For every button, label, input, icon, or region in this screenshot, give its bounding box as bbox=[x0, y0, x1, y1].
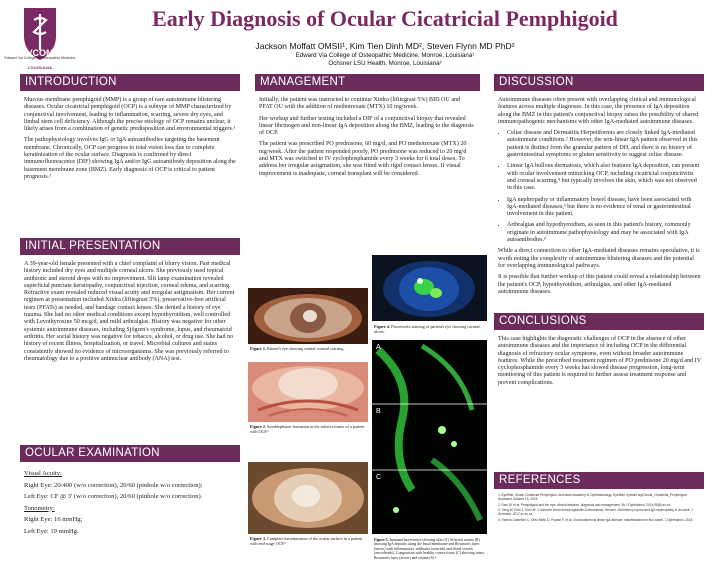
logo-subtitle: Edward Via College of Osteopathic Medicine bbox=[4, 56, 76, 60]
conclusions-p1: This case highlights the diagnostic challenges of OCP in the absence of other autoimmune diseases and the importance of including OCP in the differential diagnosis of refractory ocular symptoms, even without broader autoimmune features. While the prescribed treatment regimen of PO prednisone 20 mg/d and IV cyclophosphamide every 3 weeks has slowed disease progression, long-term monitoring of this patient is required to further assess treatment response and prevent complications. bbox=[498, 336, 702, 386]
management-p1: Initially, the patient was instructed to continue Xiidra (lifitegrast 5%) BID OU and PFAT OU with the addition of methotrexate (MTX) 10 mg/week. bbox=[259, 97, 461, 111]
ocular-exam-heading: OCULAR EXAMINATION bbox=[20, 445, 240, 462]
management-heading: MANAGEMENT bbox=[255, 74, 480, 91]
discussion-text bbox=[498, 97, 702, 300]
tonometry-left: Left Eye: 19 mmHg. bbox=[24, 527, 79, 535]
affiliation-2: Ochsner LSU Health, Monroe, Louisiana² bbox=[328, 60, 442, 67]
figure-5-panel-b: B bbox=[376, 408, 381, 415]
logo-location: LOUISIANA bbox=[27, 65, 53, 70]
affiliations bbox=[80, 52, 690, 68]
figure-5-label: Figure 5. bbox=[374, 538, 389, 542]
management-p3: The patient was prescribed PO prednisone, 60 mg/d, and PO methotrexate (MTX) 20 mg/week. After the patient responded poorly, PO prednisone was reduced to 20 mg/d and MTX was switched to IV cyclophosphamide every 3 weeks for 6 total doses. To address her irregular astigmatism, she was fitted with rigid contact lenses. If visual improvement is inadequate, corneal transplant will be considered. bbox=[259, 141, 467, 177]
figure-1-image bbox=[248, 288, 368, 344]
figure-3-caption bbox=[250, 536, 368, 546]
figure-3-image bbox=[248, 462, 368, 534]
ocular-exam-text bbox=[24, 468, 238, 537]
figure-5-caption-text: Immunofluorescence showing skin (A) Affected cornea (B) showing IgA deposits along the basal membrane and Bowman's layer (arrow) with inflammatory infiltrates (asterisk) and blood vessels (arrowheads). Comparison with healthy cornea tissue (C) showing intact Bowman's layer (arrow) and stroma (S).⁴ bbox=[374, 538, 485, 560]
tonometry-right: Right Eye: 16 mmHg; bbox=[24, 516, 83, 523]
logo-text: VCOM bbox=[26, 48, 54, 58]
figure-5-image bbox=[372, 340, 487, 534]
discussion-bullet-3: • IgA nephropathy or inflammatory bowel disease, have been associated with IgA-mediated diseases,³ but there is no evidence of renal or gastrointestinal involvement in this patient. bbox=[507, 197, 702, 219]
discussion-bullet-4: • Arthralgias and hypothyroidism, as seen in this patient's history, commonly originate in autoimmune pathophysiology and may be associated with IgA autoantibodies.⁵ bbox=[507, 222, 702, 244]
tonometry-label: Tonometry: bbox=[24, 504, 55, 512]
initial-presentation-text bbox=[24, 261, 238, 367]
figure-2-caption bbox=[250, 424, 368, 434]
reference-1: 1. EyeWiki: Ocular Cicatricial Pemphigoid. American Academy of Ophthalmology. EyeWiki. eyewiki.org/Ocular_Cicatricial_Pemphigoid. Accessed October 15, 2024. bbox=[498, 493, 688, 502]
figure-2-label: Figure 2. bbox=[250, 424, 266, 429]
reference-4: 4. Ramos-Castellón C, Ortiz-Nieto D, Poyato F, et al. Oculocutaneous linear IgA disease: manifestations in two cases. J Ophthalmol. 2024. bbox=[498, 517, 694, 522]
figure-4-label: Figure 4. bbox=[374, 324, 390, 329]
figure-1-caption-text: Patient's eye showing central corneal scarring. bbox=[267, 346, 345, 351]
initial-presentation-heading: INITIAL PRESENTATION bbox=[20, 238, 240, 255]
figure-5-panel-c: C bbox=[376, 474, 382, 481]
references-heading: REFERENCES bbox=[494, 472, 704, 489]
visual-acuity-right: Right Eye: 20/400 (w/o correction), 20/60 (pinhole w/o correction); bbox=[24, 481, 203, 489]
discussion-bullet-2: • Linear IgA bullous dermatosis, which also features IgA deposition, can present with ocular involvement mimicking OCP, including cicatricial conjunctivitis and corneal scarring,⁴ but typically involves the skin, which was not observed in this case. bbox=[507, 163, 702, 192]
initial-presentation-p1: A 39-year-old female presented with a chief complaint of blurry vision. Past medical history included dry eyes and multiple corneal ulcers. She previously used topical antibiotic and steroid drops with no improvement. Slit lamp examination revealed superficial punctate keratopathy, conjunctival injection, corneal edema, and scarring. Refractive exam revealed reduced visual acuity and irregular astigmatism. Her current regimen at presentation included Xiidra (lifitegrast 5%), preservative-free artificial tears (PFATs) as needed, and bandage contact lenses. She denied a history of eye trauma. She had no other medical conditions except hypothyroidism, well controlled with Levothyroxine 50 mcg/d, and mild arthralgias. History was negative for other systemic autoimmune diseases, including Sjögren's syndrome, lupus, and rheumatoid arthritis. Her social history was negative for tobacco, alcohol, or drug use. She had no history of recent illness, hospitalization, or travel. Microbial cultures and stains consistently showed no evidence of microorganisms. She was previously referred to rheumatology due to a positive antinuclear antibody (ANA) test. bbox=[24, 261, 235, 362]
figure-4-caption-text: Fluorescein staining of patient's eye showing corneal ulcers. bbox=[374, 324, 480, 335]
discussion-heading: DISCUSSION bbox=[494, 74, 704, 91]
discussion-bullet-1: • Celiac disease and Dermatitis Herpetiformis are closely linked IgA-mediated autoimmune conditions.² However, the non-linear IgA pattern observed in this patient is distinct from the granular pattern of DH, and there is no history of gastrointestinal symptoms or gluten sensitivity to suggest celiac disease. bbox=[507, 130, 702, 159]
introduction-heading: INTRODUCTION bbox=[20, 74, 240, 91]
affiliation-1: Edward Via College of Osteopathic Medicine, Monroe, Louisiana¹ bbox=[295, 52, 475, 59]
discussion-p2: While a direct connection to other IgA-mediated diseases remains speculative, it is worth noting the complexity of autoimmune blistering diseases and the potential for overlapping immunological pathways. bbox=[498, 248, 700, 269]
introduction-p2: The pathophysiology involves IgG or IgA autoantibodies targeting the basement membrane. Chronically, OCP can progress to total vision loss due to complete keratinization of the ocular surface. Diagnosis is confirmed by direct immunofluorescence (DIF) showing IgA and/or IgG autoantibody deposition along the basement membrane zone (BMZ). Early diagnosis of OCP is critical to patient prognosis.¹ bbox=[24, 137, 236, 180]
conclusions-text bbox=[498, 336, 702, 391]
poster-title: Early Diagnosis of Ocular Cicatricial Pemphigoid bbox=[152, 6, 618, 31]
discussion-bullets bbox=[498, 130, 702, 244]
figure-4-caption bbox=[374, 324, 485, 334]
management-text bbox=[259, 97, 475, 182]
figure-5-panel-a: A bbox=[376, 344, 381, 351]
figure-3-label: Figure 3. bbox=[250, 536, 266, 541]
figure-2-image bbox=[248, 362, 368, 422]
reference-3: 3. Yang W, Park J, Kim HK. Crossover linear immunoglobulin A dermatosis, Henoch–Schönlein purpura and IgA nephropathy in an adult. J Dermatol. 2017;xx:xx-xx. bbox=[498, 508, 693, 517]
figure-2-caption-text: Symblepharon formation in the inferior fornix of a patient with OCP.² bbox=[250, 424, 365, 435]
figure-5-caption bbox=[374, 538, 486, 560]
visual-acuity-label: Visual Acuity: bbox=[24, 470, 62, 477]
figure-1-caption bbox=[250, 346, 368, 351]
authors: Jackson Moffatt OMSII¹, Kim Tien Dinh MD², Steven Flynn MD PhD² bbox=[255, 41, 515, 51]
reference-2: 2. Dart JK et al. Pemphigoid and the eye: clinical features, diagnosis and management. Br J Ophthalmol. 2014;98(8):xx-xx. bbox=[498, 502, 671, 507]
references-list bbox=[498, 493, 702, 524]
visual-acuity-left: Left Eye: CF @ 3' (w/o correction), 20/60 (pinhole w/o correction). bbox=[24, 493, 203, 500]
discussion-p3: It is possible that further workup of this patient could reveal a relationship between the patient's OCP, hypothyroidism, arthralgias, and other IgA-mediated autoimmune diseases. bbox=[498, 274, 701, 295]
figure-1-label: Figure 1. bbox=[250, 346, 266, 351]
introduction-p1: Mucous membrane pemphigoid (MMP) is a group of rare autoimmune blistering diseases. Ocular cicatricial pemphigoid (OCP) is a subtype of MMP characterized by conjunctival involvement, leading to inflammation, scarring, severe dry eyes, and limbal stem cell deficiency. Although the precise etiology of OCP remains unclear, it likely arises from a combination of genetic predisposition and environmental triggers.¹ bbox=[24, 97, 236, 133]
figure-4-image bbox=[372, 255, 487, 321]
management-p2: Her workup and further testing included a DIF of a conjunctival biopsy that revealed linear fibrinogen and non-linear IgA deposition along the BMZ, leading to the diagnosis of OCP. bbox=[259, 115, 474, 137]
discussion-p1: Autoimmune diseases often present with overlapping clinical and immunological features across multiple diagnoses. In this case, the presence of IgA deposition along the BMZ in this patient's conjunctival biopsy raises the possibility of shared immunopathogenic mechanisms with other IgA-mediated autoimmune diseases. bbox=[498, 97, 699, 125]
figure-3-caption-text: Complete keratinization of the ocular surface in a patient with end-stage OCP.² bbox=[250, 536, 363, 547]
introduction-text bbox=[24, 97, 238, 185]
conclusions-heading: CONCLUSIONS bbox=[494, 313, 704, 330]
